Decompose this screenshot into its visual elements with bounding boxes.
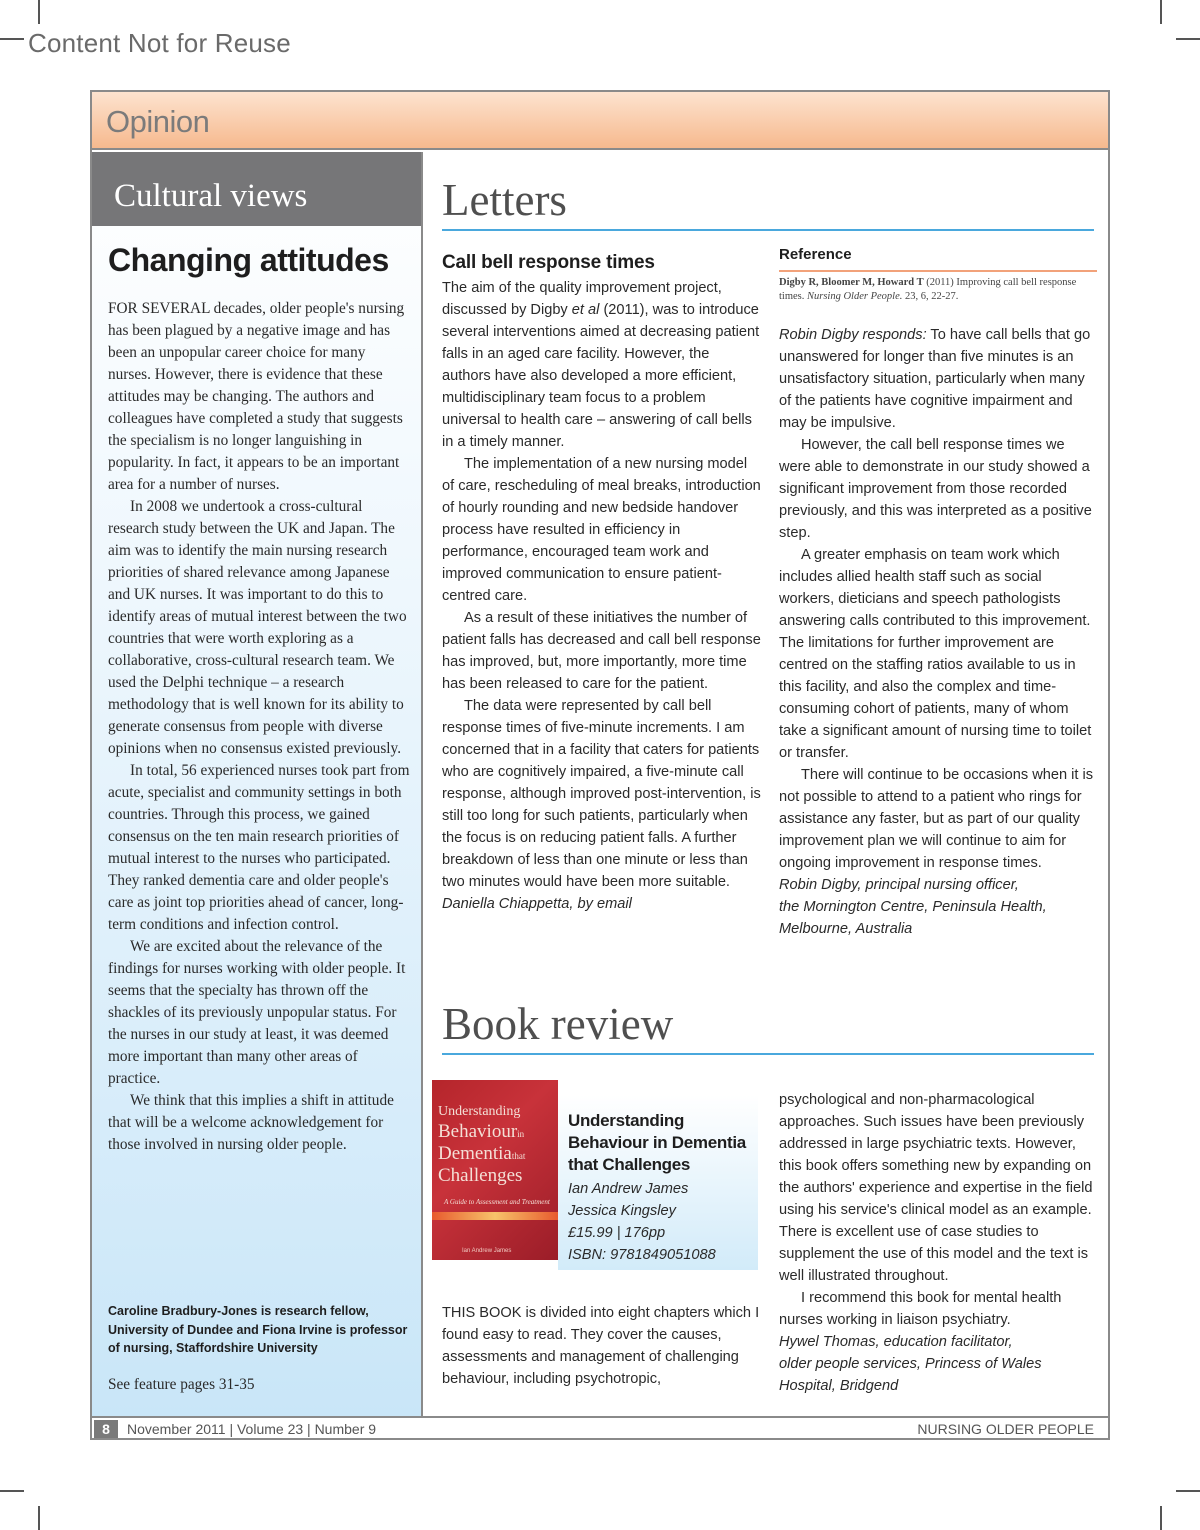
response-signature: Robin Digby, principal nursing officer, the Mornington Centre, Peninsula Health, Melbourne, Australia (779, 877, 1047, 937)
reference-title: Reference (779, 244, 1097, 272)
letter-signature: Daniella Chiappetta, by email (442, 896, 632, 912)
crop-mark (1160, 0, 1162, 24)
crop-mark (1176, 38, 1200, 40)
letter-title: Call bell response times (442, 252, 655, 273)
paragraph: We are excited about the relevance of the findings for nurses working with older people. It seems that the specialty has thrown off the shackles of its previously unpopular status. For the nurses in our study at least, it was deemed more important than many other areas of practice. (108, 938, 406, 1087)
book-title: Understanding Behaviour in Dementia that Challenges (568, 1111, 746, 1174)
page-frame (90, 90, 1110, 1440)
paragraph: The aim of the quality improvement project, discussed by Digby et al (2011), was to introduce several interventions aimed at decreasing patient falls in an aged care facility. However, the authors have also developed a more efficient, multidisciplinary team focus to a problem universal to health care – answering of call bells in a timely manner. (442, 280, 760, 450)
watermark: Content Not for Reuse (28, 28, 291, 58)
book-cover-image: Understanding Behaviourin Dementiathat Challenges A Guide to Assessment and Treatment Ian Andrew James (432, 1080, 558, 1260)
letter-column (442, 252, 762, 915)
book-author: Ian Andrew James (568, 1181, 689, 1197)
letters-heading: Letters (442, 178, 1094, 231)
article-body (108, 298, 412, 1156)
crop-mark (1176, 1490, 1200, 1492)
review-column-continued (779, 1089, 1097, 1397)
author-bio: Caroline Bradbury-Jones is research fellow, University of Dundee and Fiona Irvine is professor of nursing, Staffordshire University (108, 1304, 408, 1355)
book-review-heading: Book review (442, 1002, 1094, 1055)
review-signature: Hywel Thomas, education facilitator, older people services, Princess of Wales Hospital, Bridgend (779, 1334, 1042, 1394)
paragraph: The data were represented by call bell response times of five-minute increments. I am concerned that in a facility that caters for patients who are cognitively impaired, a five-minute call response, although improved post-intervention, is still too long for such patients, particularly when the focus is on reducing patient falls. A further breakdown of less than one minute or less than two minutes would have been more suitable. (442, 698, 761, 890)
reference-citation: Digby R, Bloomer M, Howard T (2011) Improving call bell response times. Nursing Older People. 23, 6, 22-27. (779, 277, 1077, 302)
cultural-views-header (92, 152, 421, 226)
book-details (568, 1110, 758, 1266)
paragraph: In total, 56 experienced nurses took part from acute, specialist and community settings in both countries. Through this process, we gained consensus on the ten main research priorities of mutual interest to the nurses who participated. They ranked dementia care and older people's care as joint top priorities ahead of cancer, long-term conditions and infection control. (108, 762, 410, 933)
cultural-views-column (92, 152, 423, 1416)
paragraph: THIS BOOK is divided into eight chapters which I found easy to read. They cover the causes, assessments and management of challenging behaviour, including psychotropic, (442, 1305, 760, 1387)
book-price: £15.99 | 176pp (568, 1225, 666, 1241)
paragraph: psychological and non-pharmacological approaches. Such issues have been previously addressed in large psychiatric texts. However, this book offers something new by expanding on the authors' experience and expertise in the field using his service's clinical model as an example. There is excellent use of case studies to supplement the use of this model and the text is well illustrated throughout. (779, 1092, 1093, 1284)
paragraph: A greater emphasis on team work which includes allied health staff such as social workers, dieticians and speech pathologists answering calls contributed to this improvement. The limitations for further improvement are centred on the staffing ratios available to us in this facility, and also the complex and time-consuming cohort of patients, many of whom take a significant amount of nursing time to toilet or transfer. (779, 547, 1092, 761)
section-bar (92, 92, 1108, 150)
paragraph: There will continue to be occasions when it is not possible to attend to a patient who rings for assistance any faster, but as part of our quality improvement plan we will continue to aim for ongoing improvement in response times. (779, 767, 1094, 871)
paragraph: Robin Digby responds: To have call bells that go unanswered for longer than five minutes is an unsatisfactory situation, particularly when many of the patients have cognitive impairment and may be impulsive. (779, 327, 1091, 431)
cultural-views-heading: Cultural views (114, 178, 308, 214)
crop-mark (38, 0, 40, 24)
section-label: Opinion (106, 104, 210, 139)
issue-info: November 2011 | Volume 23 | Number 9 (127, 1421, 377, 1437)
crop-mark (1160, 1506, 1162, 1530)
paragraph: FOR SEVERAL decades, older people's nursing has been plagued by a negative image and has been an unpopular career choice for many nurses. However, there is evidence that these attitudes may be changing. The authors and colleagues have completed a study that suggests the specialism is no longer languishing in popularity. In fact, it appears to be an important area for a number of nurses. (108, 300, 405, 493)
magazine-name: NURSING OLDER PEOPLE (917, 1421, 1094, 1437)
crop-mark (0, 1490, 24, 1492)
response-column (779, 244, 1097, 940)
crop-mark (0, 38, 24, 40)
paragraph: As a result of these initiatives the number of patient falls has decreased and call bell response has improved, but, more importantly, more time has been released to care for the patient. (442, 610, 761, 692)
paragraph: The implementation of a new nursing model of care, rescheduling of meal breaks, introduction of hourly rounding and new bedside handover process have resulted in efficiency in performance, encouraged team work and improved communication to ensure patient-centred care. (442, 456, 761, 604)
page-number: 8 (94, 1420, 118, 1438)
paragraph: I recommend this book for mental health nurses working in liaison psychiatry. (779, 1290, 1062, 1328)
crop-mark (38, 1506, 40, 1530)
article-title: Changing attitudes (108, 242, 389, 278)
review-column (442, 1302, 762, 1390)
book-isbn: ISBN: 9781849051088 (568, 1247, 716, 1263)
paragraph: We think that this implies a shift in attitude that will be a welcome acknowledgement for those involved in nursing older people. (108, 1092, 394, 1153)
paragraph: However, the call bell response times we were able to demonstrate in our study showed a significant improvement from those recorded previously, and this was interpreted as a positive step. (779, 437, 1092, 541)
book-publisher: Jessica Kingsley (568, 1203, 676, 1219)
see-feature-note: See feature pages 31-35 (108, 1376, 255, 1393)
page-footer (92, 1416, 1108, 1440)
paragraph: In 2008 we undertook a cross-cultural research study between the UK and Japan. The aim was to identify the main nursing research priorities of shared relevance among Japanese and UK nurses. It was important to do this to identify areas of mutual interest between the two countries that were worth exploring as a collaborative, cross-cultural research team. We used the Delphi technique – a research methodology that is well known for its ability to generate consensus from people with diverse opinions when no consensus existed previously. (108, 498, 407, 757)
